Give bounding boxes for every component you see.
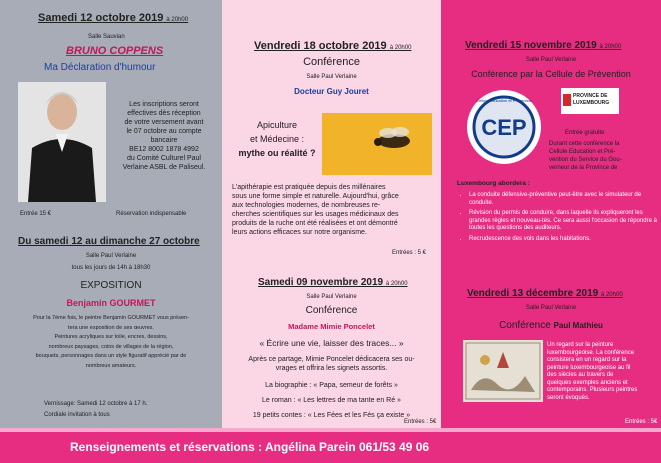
event-venue: Salle Paul Verlaine — [306, 74, 357, 80]
exhibition-venue: Salle Paul Verlaine — [85, 253, 137, 259]
show-title: Ma Déclaration d'humour — [44, 62, 156, 73]
topic-item: • Révision du permis de conduire, dans laquelle ils expliqueront les grandes règles et nouveau-tés. Ce sera aussi l'occasion de répondre à toutes les questions des auditeurs. — [469, 210, 659, 233]
column-middle — [222, 0, 441, 430]
event-kind: Conférence — [303, 56, 360, 68]
reservation-note: Réservation indispensable — [116, 211, 187, 217]
performer-photo — [18, 82, 106, 202]
conference-title: Conférence par la Cellule de Prévention — [471, 69, 631, 79]
event-date: Vendredi 15 novembre 2019 à 20h00 — [465, 40, 622, 51]
conference-description: Durant cette conférence la Cellule Education et Pré- vention du Service du Gou- verneur de la Province de — [549, 141, 622, 171]
exhibition-title: EXPOSITION — [80, 280, 142, 291]
talk-quote: « Écrire une vie, laisser des traces... » — [259, 338, 404, 348]
topics-intro: Luxembourg abordera : — [457, 180, 530, 187]
event-venue: Salle Paul Verlaine — [525, 57, 577, 63]
topic-list — [457, 192, 659, 246]
column-left — [0, 0, 222, 428]
painting-image — [463, 340, 543, 402]
cep-logo-ring-text: Cellule Education et Prévention — [476, 98, 532, 103]
book-list: La biographie : « Papa, semeur de forêts » Le roman : « Les lettres de ma tante en Ré » 19 petits contes : « Les Fées et les Fés ça existe » — [252, 382, 411, 419]
exhibition-hours: tous les jours de 14h à 18h30 — [71, 265, 151, 271]
event-venue: Salle Sauvian — [88, 34, 125, 40]
speaker-name: Madame Mimie Poncelet — [288, 322, 375, 331]
province-logo-text: PROVINCE DE LUXEMBOURG — [573, 93, 610, 106]
column-right — [441, 0, 661, 430]
talk-description: L'apithérapie est pratiquée depuis des millénaires sous une forme simple et naturelle. Aujourd'hui, grâce aux technologies modernes, de nombreuses re- cherches scientifiques sur les usages médicinaux des produits de la ruche ont été réalisées et ont démontré leurs actions efficaces sur notre organisme. — [232, 184, 399, 236]
talk-topic: Apiculture et Médecine : mythe ou réalité ? — [238, 120, 316, 158]
exhibition-description: Pour la 7ème fois, le peintre Benjamin GOURMET vous présen- tera une exposition de ses œuvres. Peintures acryliques sur toile, encres, dessins, nombreux paysages, coins de villages de la région, bouquets, personnages dans un style figuratif apprécié par de nombreux amateurs. — [33, 315, 189, 369]
cep-logo — [463, 88, 545, 166]
topic-item: • La conduite défensive-préventive peut-être avec le simulateur de conduite. — [469, 192, 659, 207]
contact-info: Renseignements et réservations : Angélina Parein 061/53 49 06 — [70, 440, 430, 454]
event-date: Vendredi 13 décembre 2019 à 20h00 — [467, 288, 623, 299]
entry-price: Entrées : 5€ — [625, 419, 658, 425]
entry-price: Entrées : 5 € — [392, 250, 427, 256]
event-date: Samedi 12 octobre 2019 à 20h00 — [38, 12, 189, 24]
entry-price: Entrée gratuite — [565, 130, 605, 136]
entry-price: Entrée 15 € — [20, 211, 52, 217]
talk-description: Après ce partage, Mimie Poncelet dédicacera ses ou- vrages et offrira les signets assortis. — [248, 356, 415, 372]
event-kind: Conférence — [305, 305, 358, 316]
vernissage-info: Vernissage: Samedi 12 octobre à 17 h. — [44, 401, 148, 407]
exhibition-artist: Benjamin GOURMET — [66, 298, 156, 308]
event-date: Vendredi 18 octobre 2019 à 20h00 — [254, 40, 412, 52]
topic-item: • Recrudescence des vols dans les habitations. — [469, 236, 659, 244]
exhibition-date: Du samedi 12 au dimanche 27 octobre — [18, 236, 200, 247]
invitation-note: Cordiale invitation à tous — [44, 412, 110, 418]
conference-description: Un regard sur la peinture luxembourgeoise. La conférence consistera en un regard sur la peinture luxembourgeoise au fil des siècles au travers de quelques exemples anciens et contemporains. Plusieurs peintres seront évoqués. — [547, 342, 638, 401]
conference-title: Conférence Paul Mathieu — [499, 320, 603, 331]
entry-price: Entrées : 5€ — [404, 419, 437, 425]
event-venue: Salle Paul Verlaine — [525, 305, 577, 311]
bee-honeycomb-image — [322, 113, 432, 175]
registration-info: Les inscriptions seront effectives dès réception de votre versement avant le 07 octobre au compte bancaire BE12 8002 1878 4992 du Comité Culturel Paul Verlaine ASBL de Paliseul. — [122, 101, 206, 171]
event-venue: Salle Paul Verlaine — [306, 294, 357, 300]
cep-logo-text: CEP — [481, 115, 527, 140]
artist-name: BRUNO COPPENS — [66, 45, 164, 57]
province-logo — [561, 88, 619, 114]
event-date: Samedi 09 novembre 2019 à 20h00 — [258, 277, 408, 288]
speaker-name: Docteur Guy Jouret — [294, 87, 369, 96]
